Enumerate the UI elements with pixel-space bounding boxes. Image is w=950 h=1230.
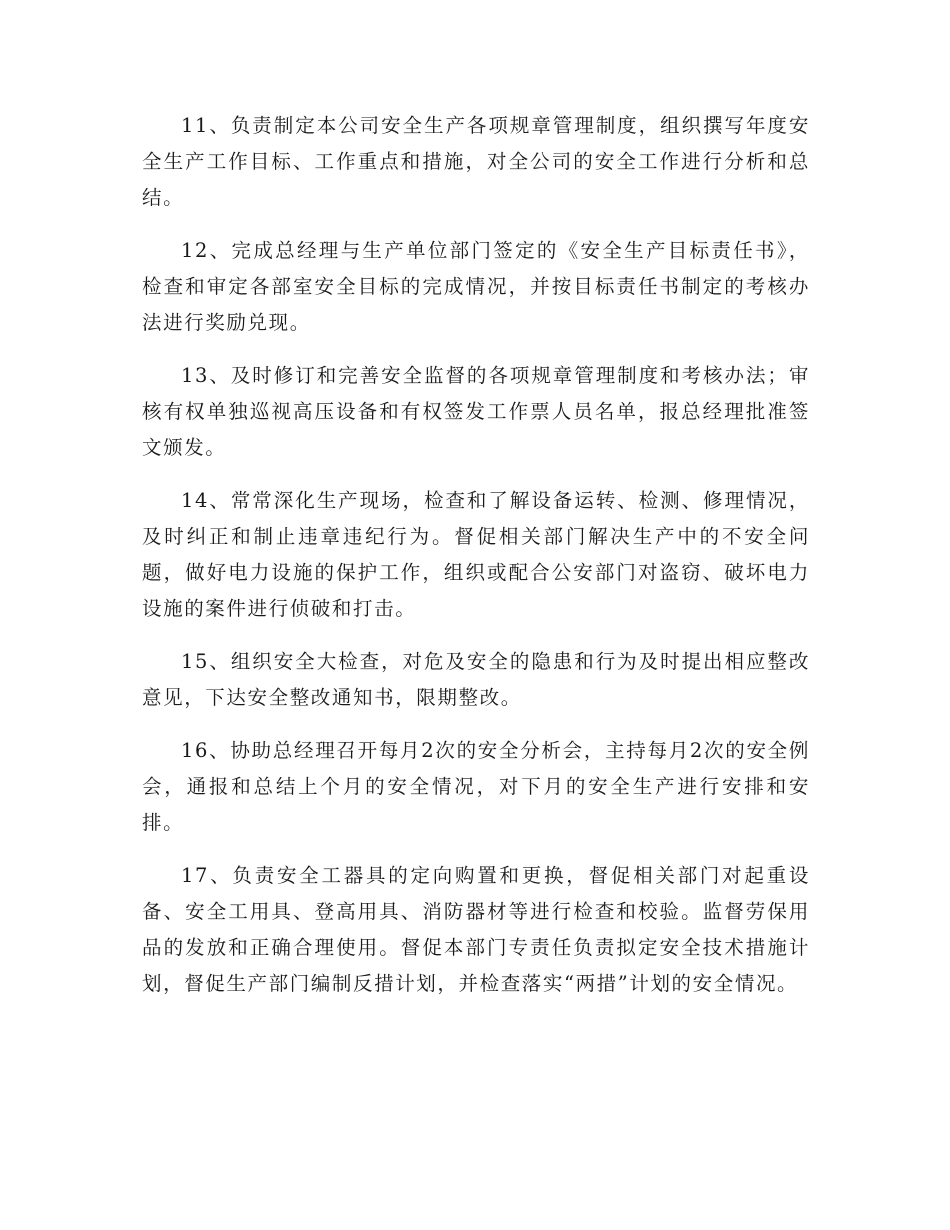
document-body [142,108,810,1019]
paragraph-15: 15、组织安全大检查，对危及安全的隐患和行为及时提出相应整改意见，下达安全整改通知书，限期整改。 [142,650,810,709]
paragraph-16: 16、协助总经理召开每月2次的安全分析会，主持每月2次的安全例会，通报和总结上个月的安全情况，对下月的安全生产进行安排和安排。 [142,739,810,834]
paragraph-14: 14、常常深化生产现场，检查和了解设备运转、检测、修理情况，及时纠正和制止违章违纪行为。督促相关部门解决生产中的不安全问题，做好电力设施的保护工作，组织或配合公安部门对盗窃、破坏电力设施的案件进行侦破和打击。 [142,489,810,620]
paragraph-11: 11、负责制定本公司安全生产各项规章管理制度，组织撰写年度安全生产工作目标、工作重点和措施，对全公司的安全工作进行分析和总结。 [142,114,810,209]
paragraph-17: 17、负责安全工器具的定向购置和更换，督促相关部门对起重设备、安全工用具、登高用具、消防器材等进行检查和校验。监督劳保用品的发放和正确合理使用。督促本部门专责任负责拟定安全技术措施计划，督促生产部门编制反措计划，并检查落实“两措”计划的安全情况。 [142,864,810,995]
paragraph-13: 13、及时修订和完善安全监督的各项规章管理制度和考核办法；审核有权单独巡视高压设备和有权签发工作票人员名单，报总经理批准签文颁发。 [142,364,810,459]
paragraph-12: 12、完成总经理与生产单位部门签定的《安全生产目标责任书》，检查和审定各部室安全目标的完成情况，并按目标责任书制定的考核办法进行奖励兑现。 [142,239,810,334]
